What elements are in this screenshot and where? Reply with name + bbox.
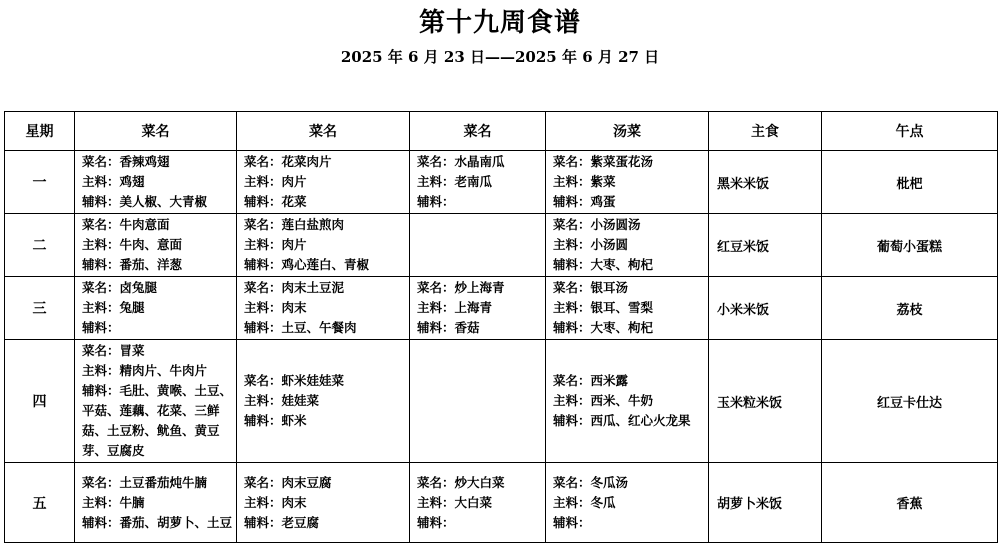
dish-line: 辅料：鸡蛋: [553, 194, 616, 209]
staple-cell: 胡萝卜米饭: [709, 463, 822, 543]
dish-line: 辅料：: [82, 320, 120, 335]
header-dish-2: 菜名: [237, 112, 410, 151]
dish-line: 菜名：紫菜蛋花汤: [553, 154, 654, 169]
dish-line: 菜名：肉末豆腐: [244, 474, 332, 490]
snack-cell: 香蕉: [822, 463, 998, 543]
snack-cell: 红豆卡仕达: [822, 340, 998, 463]
dish-line: 辅料：番茄、胡萝卜、土豆: [82, 514, 233, 530]
dish-line: 主料：紫菜: [553, 174, 616, 189]
dish-line: 主料：大白菜: [417, 494, 493, 510]
snack-cell: 荔枝: [822, 277, 998, 340]
dish-line: 辅料：虾米: [244, 413, 307, 428]
dish-line: 主料：精肉片、牛肉片: [82, 363, 208, 378]
staple-cell: 黑米米饭: [709, 151, 822, 214]
dish-2-cell: [237, 463, 410, 543]
date-range: 2025 年 6 月 23 日——2025 年 6 月 27 日: [340, 48, 660, 66]
dish-line: 菜名：香辣鸡翅: [82, 154, 170, 169]
soup-cell: [546, 151, 709, 214]
dish-3-cell: [410, 463, 546, 543]
table-row: [5, 463, 998, 543]
dish-line: 菜名：西米露: [553, 373, 629, 388]
dish-line: 辅料：毛肚、黄喉、土豆、平菇、莲藕、花菜、三鲜菇、土豆粉、鱿鱼、黄豆芽、豆腐皮: [82, 383, 233, 458]
weekday-cell: 二: [5, 214, 75, 277]
header-row: [5, 112, 998, 151]
dish-line: 主料：肉片: [244, 237, 307, 252]
weekday-cell: 一: [5, 151, 75, 214]
dish-line: 主料：银耳、雪梨: [553, 300, 654, 315]
dish-line: 辅料：老豆腐: [244, 514, 320, 530]
dish-line: 辅料：西瓜、红心火龙果: [553, 413, 691, 428]
dish-line: 菜名：银耳汤: [553, 280, 629, 295]
dish-1-cell: [75, 340, 237, 463]
dish-line: 辅料：土豆、午餐肉: [244, 320, 357, 335]
dish-line: 辅料：大枣、枸杞: [553, 257, 654, 272]
header-staple: 主食: [709, 112, 822, 151]
dish-2-cell: [237, 277, 410, 340]
soup-cell: [546, 214, 709, 277]
dish-line: 菜名：牛肉意面: [82, 217, 170, 232]
dish-line: 辅料：香菇: [417, 320, 480, 335]
dish-line: 辅料：花菜: [244, 194, 307, 209]
dish-line: 辅料：鸡心莲白、青椒: [244, 257, 370, 272]
menu-table: [4, 111, 998, 543]
header-weekday: 星期: [5, 112, 75, 151]
dish-line: 辅料：大枣、枸杞: [553, 320, 654, 335]
soup-cell: [546, 340, 709, 463]
table-row: [5, 151, 998, 214]
dish-line: 辅料：: [417, 514, 455, 530]
dish-1-cell: [75, 463, 237, 543]
dish-line: 菜名：冒菜: [82, 343, 145, 358]
header-dish-3: 菜名: [410, 112, 546, 151]
dish-1-cell: [75, 151, 237, 214]
dish-2-cell: [237, 214, 410, 277]
dish-line: 辅料：: [417, 194, 455, 209]
staple-cell: 红豆米饭: [709, 214, 822, 277]
header-soup: 汤菜: [546, 112, 709, 151]
dish-line: 菜名：小汤圆汤: [553, 217, 641, 232]
dish-line: 辅料：番茄、洋葱: [82, 257, 183, 272]
dish-line: 主料：牛肉、意面: [82, 237, 183, 252]
soup-cell: [546, 277, 709, 340]
dish-line: 主料：西米、牛奶: [553, 393, 654, 408]
dish-line: 辅料：: [553, 514, 591, 530]
dish-2-cell: [237, 151, 410, 214]
dish-line: 主料：小汤圆: [553, 237, 629, 252]
dish-3-cell: [410, 151, 546, 214]
weekday-cell: 三: [5, 277, 75, 340]
dish-3-cell: [410, 277, 546, 340]
dish-line: 菜名：虾米娃娃菜: [244, 373, 345, 388]
table-row: [5, 340, 998, 463]
table-row: [5, 214, 998, 277]
dish-line: 菜名：水晶南瓜: [417, 154, 505, 169]
dish-line: 主料：冬瓜: [553, 494, 616, 510]
dish-3-cell: [410, 214, 546, 277]
dish-line: 主料：老南瓜: [417, 174, 493, 189]
header-snack: 午点: [822, 112, 998, 151]
dish-line: 主料：兔腿: [82, 300, 145, 315]
table-row: [5, 277, 998, 340]
weekday-cell: 五: [5, 463, 75, 543]
dish-line: 主料：肉末: [244, 300, 307, 315]
dish-line: 菜名：炒上海青: [417, 280, 505, 295]
weekday-cell: 四: [5, 340, 75, 463]
dish-2-cell: [237, 340, 410, 463]
dish-line: 主料：娃娃菜: [244, 393, 320, 408]
header-dish-1: 菜名: [75, 112, 237, 151]
dish-line: 主料：上海青: [417, 300, 493, 315]
dish-line: 菜名：土豆番茄炖牛腩: [82, 474, 208, 490]
dish-line: 主料：肉末: [244, 494, 307, 510]
snack-cell: 葡萄小蛋糕: [822, 214, 998, 277]
dish-line: 菜名：炒大白菜: [417, 474, 505, 490]
dish-line: 主料：牛腩: [82, 494, 145, 510]
dish-line: 菜名：花菜肉片: [244, 154, 332, 169]
dish-line: 辅料：美人椒、大青椒: [82, 194, 208, 209]
snack-cell: 枇杷: [822, 151, 998, 214]
dish-3-cell: [410, 340, 546, 463]
dish-1-cell: [75, 277, 237, 340]
dish-line: 主料：肉片: [244, 174, 307, 189]
dish-line: 菜名：莲白盐煎肉: [244, 217, 345, 232]
soup-cell: [546, 463, 709, 543]
staple-cell: 小米米饭: [709, 277, 822, 340]
page-title: 第十九周食谱: [418, 8, 581, 38]
dish-line: 主料：鸡翅: [82, 174, 145, 189]
dish-line: 菜名：冬瓜汤: [553, 474, 629, 490]
staple-cell: 玉米粒米饭: [709, 340, 822, 463]
dish-1-cell: [75, 214, 237, 277]
dish-line: 菜名：卤兔腿: [82, 280, 158, 295]
dish-line: 菜名：肉末土豆泥: [244, 280, 345, 295]
